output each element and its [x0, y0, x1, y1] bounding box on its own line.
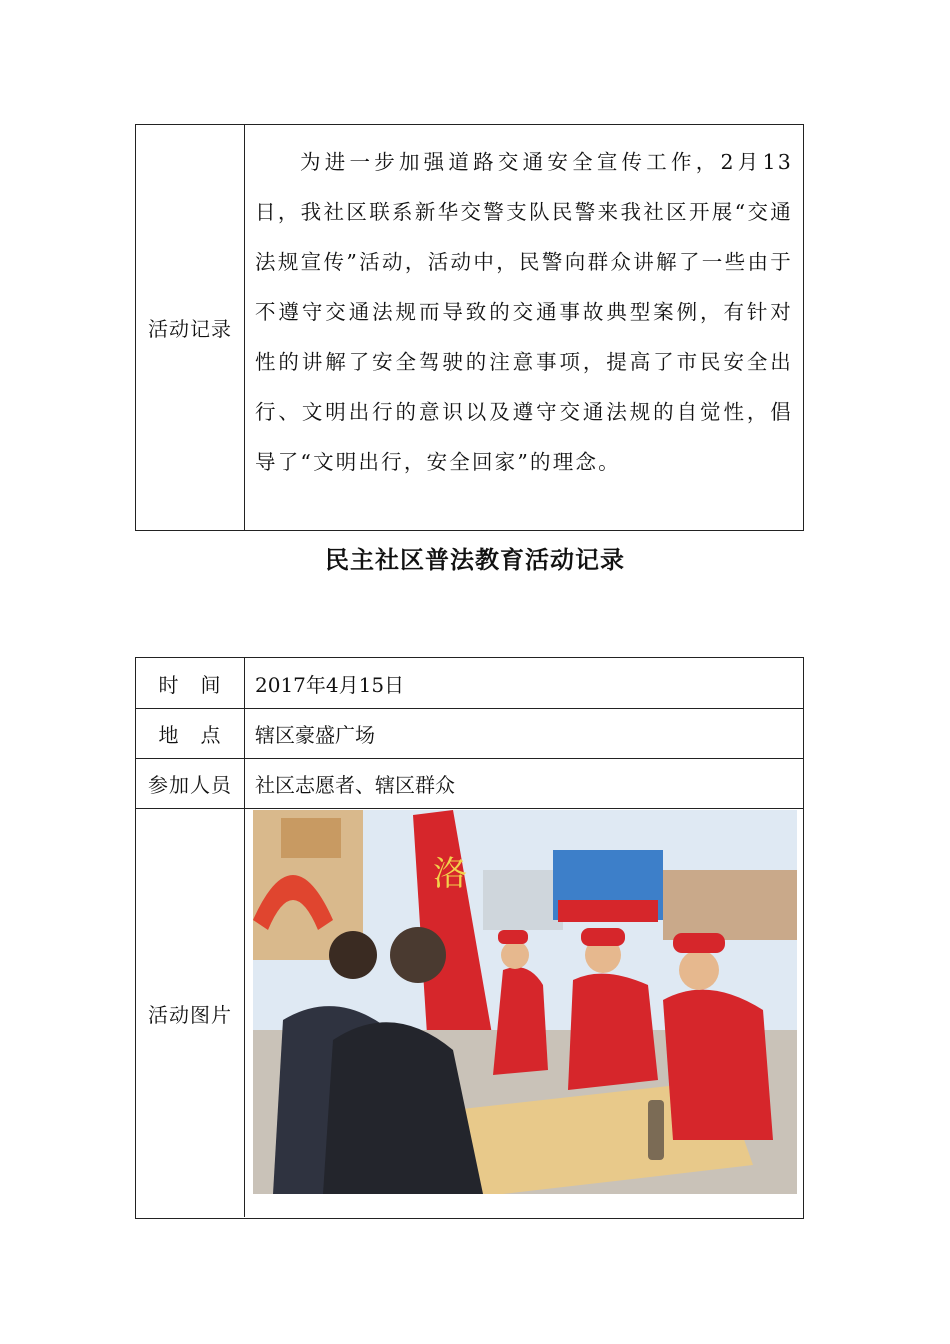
activity-record-table — [135, 124, 804, 531]
people-value: 社区志愿者、辖区群众 — [255, 773, 455, 797]
photo-label: 活动图片 — [136, 809, 245, 1217]
activity-photo-illustration — [253, 810, 797, 1194]
record-label: 活动记录 — [136, 125, 245, 530]
people-row — [136, 758, 803, 808]
place-value: 辖区豪盛广场 — [255, 723, 375, 747]
record-text: 为进一步加强道路交通安全宣传工作，2月13日，我社区联系新华交警支队民警来我社区开展“交通法规宣传”活动，活动中，民警向群众讲解了一些由于不遵守交通法规而导致的交通事故典型案例，有针对性的讲解了安全驾驶的注意事项，提高了市民安全出行、文明出行的意识以及遵守交通法规的自觉性，倡导了“文明出行，安全回家”的理念。 — [255, 150, 793, 474]
section-title: 民主社区普法教育活动记录 — [325, 545, 625, 574]
record-row — [136, 125, 803, 530]
people-label: 参加人员 — [136, 759, 245, 808]
place-row — [136, 708, 803, 758]
place-label: 地 点 — [136, 709, 245, 758]
time-value: 2017年4月15日 — [255, 672, 405, 697]
activity-photo — [253, 810, 797, 1194]
flag-text: 洛 — [433, 856, 467, 893]
time-label: 时 间 — [136, 658, 245, 708]
time-row — [136, 658, 803, 708]
